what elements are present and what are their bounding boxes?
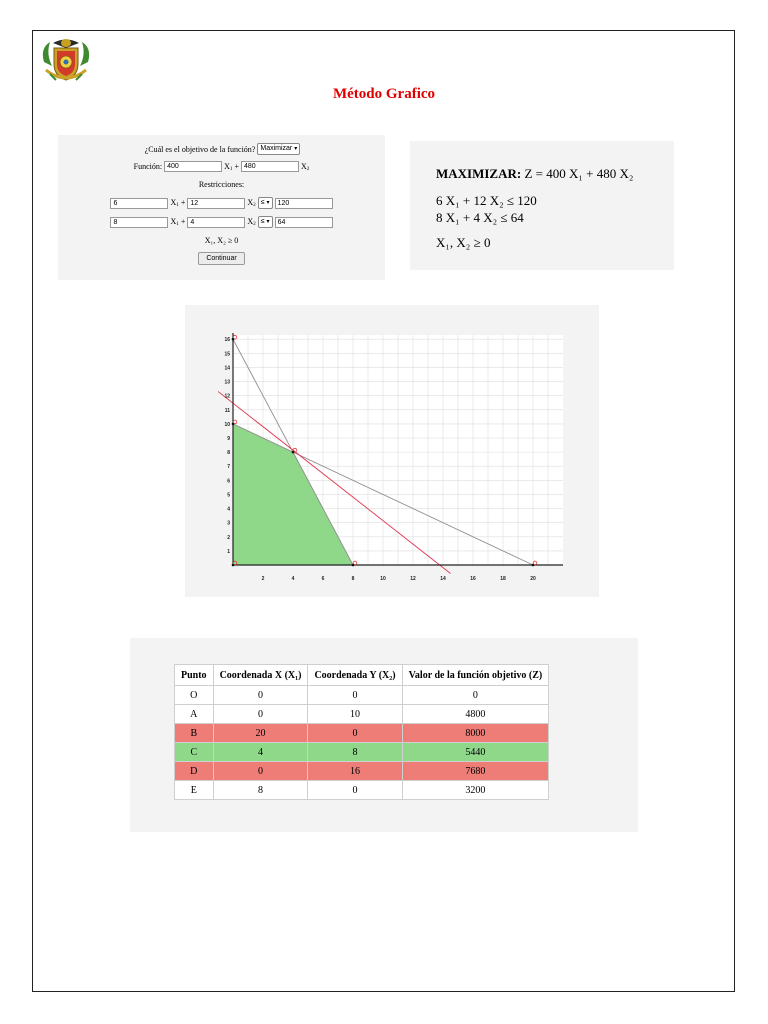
header-punto: Punto — [175, 665, 214, 686]
lp-graph — [185, 305, 599, 597]
restriction-1-rhs-input[interactable] — [275, 198, 333, 209]
vertex-dot — [232, 338, 235, 341]
restriction-2-b-input[interactable] — [187, 217, 245, 228]
x-tick-label: 18 — [500, 576, 506, 582]
coefficient-x1-input[interactable] — [164, 161, 222, 172]
chevron-down-icon: ▾ — [294, 146, 298, 152]
y-tick-label: 3 — [227, 520, 230, 527]
cell-z: 5440 — [402, 743, 549, 762]
x-tick-label: 2 — [261, 576, 265, 582]
restriction-row-2 — [58, 216, 385, 228]
y-tick-label: 16 — [224, 337, 230, 344]
vertex-dot — [232, 564, 235, 567]
restriction-2-rhs-input[interactable] — [275, 217, 333, 228]
x-tick-label: 6 — [321, 576, 325, 582]
y-tick-label: 9 — [227, 436, 230, 443]
x2-label: $X_2$ — [300, 161, 310, 172]
y-tick-label: 13 — [224, 379, 230, 386]
results-panel — [130, 638, 638, 832]
table-row — [175, 781, 549, 800]
cell-y: 0 — [308, 724, 402, 743]
header-coord-y: Coordenada Y (X₂) — [308, 665, 402, 686]
results-table — [174, 664, 549, 800]
header-coord-x: Coordenada X (X₁) — [213, 665, 308, 686]
cell-y: 8 — [308, 743, 402, 762]
table-row — [175, 686, 549, 705]
chevron-down-icon: ▾ — [266, 200, 270, 206]
input-form-panel — [58, 135, 385, 280]
vertex-dot — [532, 564, 535, 567]
model-summary-panel — [410, 141, 674, 270]
x-tick-label: 8 — [351, 576, 355, 582]
objective-select-value: Maximizar — [260, 145, 293, 152]
function-label: Función: — [133, 162, 163, 171]
objective-select[interactable] — [257, 143, 300, 155]
cell-punto: B — [175, 724, 214, 743]
restriction-1-b-input[interactable] — [187, 198, 245, 209]
y-tick-label: 10 — [224, 421, 230, 428]
continue-button[interactable]: Continuar — [198, 252, 244, 265]
cell-z: 3200 — [402, 781, 549, 800]
cell-punto: A — [175, 705, 214, 724]
restrictions-title: Restricciones: — [198, 180, 245, 189]
cell-punto: O — [175, 686, 214, 705]
y-tick-label: 7 — [227, 464, 230, 471]
y-tick-label: 4 — [227, 506, 230, 513]
y-tick-label: 14 — [224, 365, 230, 372]
page-title: Método Grafico — [332, 86, 436, 102]
cell-x: 4 — [213, 743, 308, 762]
cell-z: 8000 — [402, 724, 549, 743]
objective-summary — [436, 166, 633, 182]
university-crest-icon — [36, 34, 96, 86]
x-tick-label: 12 — [410, 576, 416, 582]
table-row — [175, 743, 549, 762]
header-z: Valor de la función objetivo (Z) — [402, 665, 549, 686]
restriction-2-x1-label: $X_1$ + — [170, 217, 186, 227]
restriction-1-sign-select[interactable] — [258, 197, 273, 209]
x-tick-label: 4 — [291, 576, 295, 582]
y-tick-label: 15 — [224, 351, 230, 358]
y-tick-label: 11 — [224, 407, 230, 414]
cell-x: 0 — [213, 705, 308, 724]
constraint-1-summary: 6 X₁ + 12 X₂ ≤ 120 — [436, 193, 537, 208]
cell-y: 0 — [308, 781, 402, 800]
vertex-dot — [292, 451, 295, 454]
objective-keyword: MAXIMIZAR: — [436, 166, 522, 181]
cell-x: 20 — [213, 724, 308, 743]
objective-expression: Z = 400 X₁ + 480 X₂ — [524, 166, 634, 181]
coefficient-x2-input[interactable] — [241, 161, 299, 172]
objective-question: ¿Cuál es el objetivo de la función? — [144, 144, 256, 154]
vertex-dot — [352, 564, 355, 567]
restriction-2-a-input[interactable] — [110, 217, 168, 228]
nonnegativity-label: X₁, X₂ ≥ 0 — [204, 236, 239, 245]
restriction-1-sign-value: ≤ — [260, 199, 265, 206]
x-tick-label: 10 — [380, 576, 386, 582]
restriction-1-x2-label: $X_2$ — [247, 198, 256, 208]
cell-z: 7680 — [402, 762, 549, 781]
table-row — [175, 705, 549, 724]
restriction-2-x2-label: $X_2$ — [247, 217, 256, 227]
function-row — [58, 161, 385, 172]
x2-label-text: X — [300, 161, 307, 171]
table-header-row — [175, 665, 549, 686]
constraint-2-summary: 8 X₁ + 4 X₂ ≤ 64 — [436, 210, 524, 225]
chart-panel — [185, 305, 599, 597]
restriction-row-1 — [58, 197, 385, 209]
table-row — [175, 762, 549, 781]
cell-x: 0 — [213, 686, 308, 705]
x1-label-text: X — [224, 161, 230, 171]
y-tick-label: 8 — [227, 450, 230, 457]
objective-row — [58, 143, 385, 155]
cell-x: 0 — [213, 762, 308, 781]
nonnegativity-summary: X₁, X₂ ≥ 0 — [436, 235, 491, 250]
x-tick-label: 16 — [470, 576, 476, 582]
x1-plus-label: $X_1$ + — [224, 161, 239, 172]
cell-y: 16 — [308, 762, 402, 781]
cell-z: 4800 — [402, 705, 549, 724]
y-tick-label: 5 — [227, 492, 230, 499]
restriction-2-sign-value: ≤ — [260, 218, 265, 225]
restriction-1-a-input[interactable] — [110, 198, 168, 209]
continue-row — [58, 252, 385, 265]
cell-punto: D — [175, 762, 214, 781]
vertex-dot — [232, 423, 235, 426]
cell-y: 10 — [308, 705, 402, 724]
cell-punto: C — [175, 743, 214, 762]
x-tick-label: 14 — [440, 576, 446, 582]
y-tick-label: 6 — [227, 478, 230, 485]
x-tick-label: 20 — [530, 576, 536, 582]
cell-x: 8 — [213, 781, 308, 800]
cell-punto: E — [175, 781, 214, 800]
table-row — [175, 724, 549, 743]
y-tick-label: 2 — [227, 534, 230, 541]
y-tick-label: 12 — [224, 393, 230, 400]
cell-z: 0 — [402, 686, 549, 705]
restriction-2-sign-select[interactable] — [258, 216, 273, 228]
cell-y: 0 — [308, 686, 402, 705]
restriction-1-x1-label: $X_1$ + — [170, 198, 186, 208]
chevron-down-icon: ▾ — [266, 219, 270, 225]
y-tick-label: 1 — [227, 548, 230, 555]
